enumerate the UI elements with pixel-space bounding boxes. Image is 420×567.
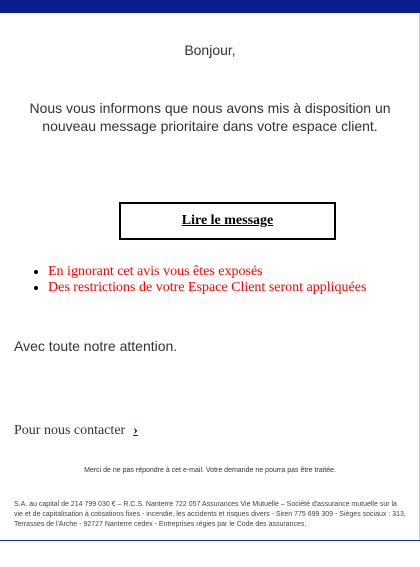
intro-text: Nous vous informons que nous avons mis à disposition un nouveau message prioritaire dans votre espace client. <box>29 100 391 134</box>
read-message-label: Lire le message <box>181 213 274 228</box>
legal-notice: S.A. au capital de 214 799 030 € – R.C.S. Nanterre 722 057 Assurances Vie Mutuelle – Société d'assurance mutuelle sur la vie et de capitalisation à cotisations fixes - incendie, les accidents et risques divers - Siren 775 699 309 - Sièges sociaux : 313, Terrasses de l'Arche - 92727 Nanterre cedex - Entreprises régies par le Code des assurances. <box>14 501 406 528</box>
warning-text: Des restrictions de votre Espace Client seront appliquées <box>48 280 367 295</box>
warning-item <box>48 264 366 280</box>
warning-list <box>28 264 366 296</box>
closing-text: Avec toute notre attention. <box>14 338 178 354</box>
greeting: Bonjour, <box>184 42 236 58</box>
header-bar <box>0 0 420 13</box>
contact-label: Pour nous contacter <box>14 423 126 438</box>
noreply-notice: Merci de ne pas répondre à cet e-mail. Votre demande ne pourra pas être traitée. <box>84 467 336 474</box>
read-message-button[interactable] <box>119 202 336 240</box>
chevron-right-icon[interactable]: › <box>133 423 138 438</box>
warning-text: En ignorant cet avis vous êtes exposés <box>48 264 263 279</box>
warning-item <box>48 280 366 296</box>
footer-divider <box>0 540 420 541</box>
contact-row <box>14 423 138 439</box>
